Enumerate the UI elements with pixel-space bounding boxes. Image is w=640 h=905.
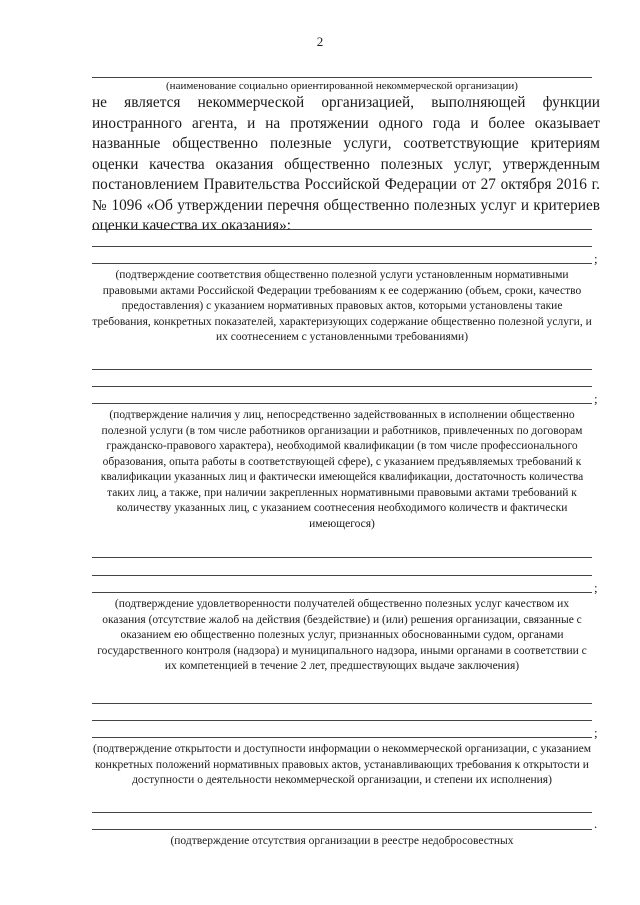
fill-in-line	[92, 557, 592, 558]
fill-in-line	[92, 77, 592, 78]
fill-in-line	[92, 737, 592, 738]
fill-in-line	[92, 575, 592, 576]
fill-in-line	[92, 829, 592, 830]
fill-in-line	[92, 592, 592, 593]
line-end-mark: ;	[594, 251, 598, 266]
page-number: 2	[316, 34, 324, 49]
fill-in-line	[92, 246, 592, 247]
fill-in-line	[92, 720, 592, 721]
section-caption: (подтверждение удовлетворенности получателей общественно полезных услуг качеством их оказания (отсутствие жалоб на действия (бездействие) и (или) решения организации, связанные с оказанием ею общественно полезных услуг, признанных обоснованными судом, органами государственного контроля (надзора) и муниципального надзора, иными органами в соответствии с их компетенцией в течение 2 лет, предшествующих выдаче заключения)	[97, 598, 587, 672]
main-paragraph: не является некоммерческой организацией, выполняющей функции иностранного агента, и на протяжении одного года и более оказывает названные общественно полезные услуги, соответствующие критериям оценки качества оказания общественно полезных услуг, утвержденным постановлением Правительства Российской Федерации от 27 октября 2016 г. № 1096 «Об утверждении перечня общественно полезных услуг и критериев оценки качества их оказания»:	[92, 94, 600, 234]
line-end-mark: ;	[594, 725, 598, 740]
section-caption: (подтверждение соответствия общественно полезной услуги установленным нормативными правовыми актами Российской Федерации требованиям к ее содержанию (объем, сроки, качество предоставления) с указанием нормативных правовых актов, которыми установлены такие требования, конкретных показателей, характеризующих содержание общественно полезной услуги, и их соотнесением с установленными требованиями)	[92, 269, 592, 343]
org-name-caption: (наименование социально ориентированной некоммерческой организации)	[166, 80, 518, 92]
line-end-mark: .	[594, 816, 598, 831]
section-caption: (подтверждение открытости и доступности информации о некоммерческой организации, с указанием конкретных положений нормативных правовых актов, устанавливающих требования к открытости и доступности о деятельности некоммерческой организации, и степени их исполнения)	[93, 743, 591, 786]
fill-in-line	[92, 403, 592, 404]
section-caption: (подтверждение наличия у лиц, непосредственно задействованных в исполнении общественно полезной услуги (в том числе работников организации и работников, привлеченных по договорам гражданско-правового характера), необходимой квалификации (в том числе профессионального образования, опыта работы в соответствующей сфере), с указанием предъявляемых требований к квалификации указанных лиц и фактически имеющейся квалификации, достаточность количества таких лиц, а также, при наличии закрепленных нормативными правовыми актами требований к количеству указанных лиц, с указанием соотнесения необходимого количеств и фактически имеющегося)	[100, 409, 584, 530]
line-end-mark: ;	[594, 580, 598, 595]
line-end-mark: ;	[594, 391, 598, 406]
fill-in-line	[92, 703, 592, 704]
fill-in-line	[92, 386, 592, 387]
fill-in-line	[92, 812, 592, 813]
fill-in-line	[92, 263, 592, 264]
fill-in-line	[92, 369, 592, 370]
fill-in-line	[92, 229, 592, 230]
section-caption: (подтверждение отсутствия организации в реестре недобросовестных	[170, 835, 514, 847]
